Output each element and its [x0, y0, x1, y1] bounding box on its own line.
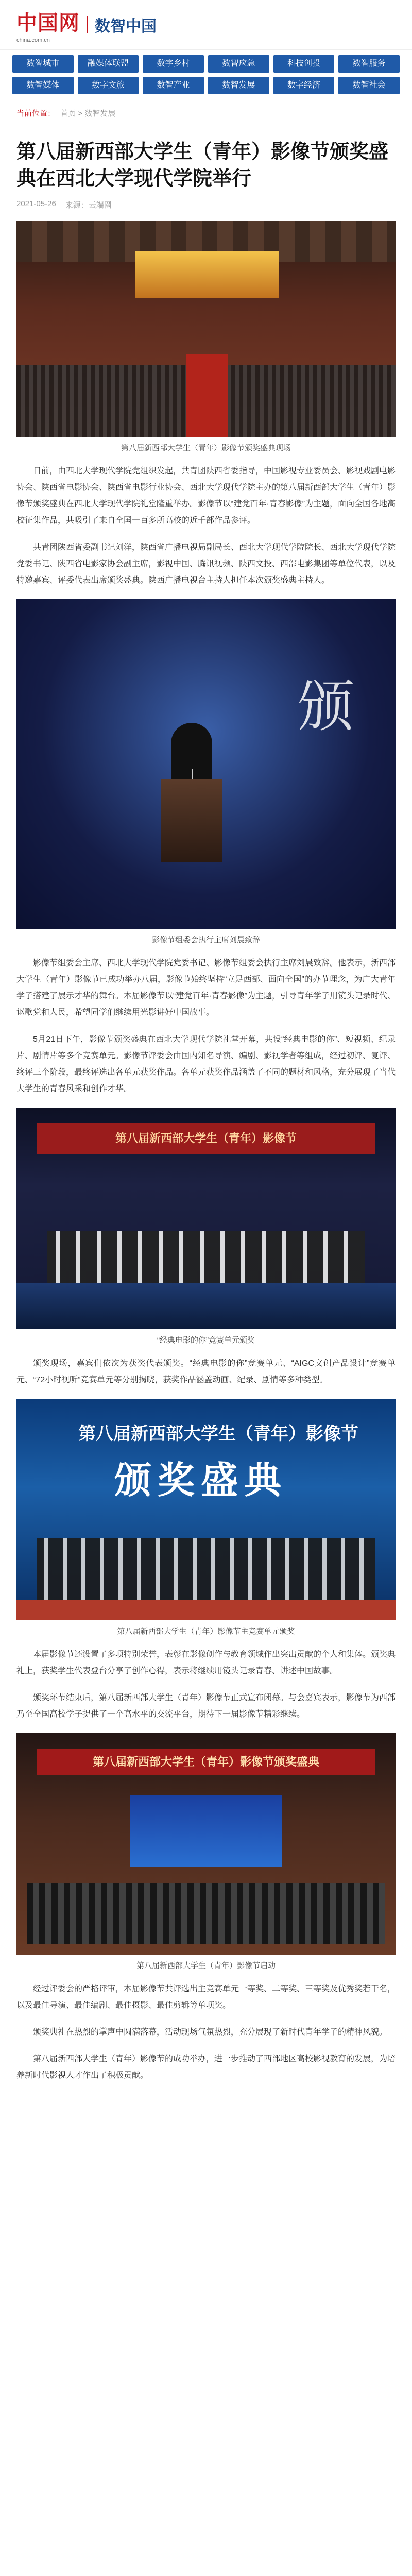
photo-podium [161, 779, 222, 862]
figure-1 [16, 221, 396, 453]
photo-stage-screen [130, 1795, 282, 1867]
breadcrumb-path[interactable]: 首页 > 数智发展 [60, 109, 116, 118]
paragraph: 第八届新西部大学生（青年）影像节的成功举办，进一步推动了西部地区高校影视教育的发展，为培养新时代影视人才作出了积极贡献。 [16, 2055, 396, 2080]
site-header [0, 0, 412, 50]
paragraph: 颁奖典礼在热烈的掌声中圆满落幕，活动现场气氛热烈，充分展现了新时代青年学子的精神风貌。 [33, 2028, 388, 2037]
photo-main-award [16, 1399, 396, 1620]
photo-red-aisle [186, 354, 228, 437]
caption: 影像节组委会执行主席刘晨致辞 [151, 936, 260, 944]
paragraph: 本届影像节还设置了多项特别荣誉，表彰在影像创作与教育领域作出突出贡献的个人和集体。颁奖典礼上，获奖学生代表登台分享了创作心得，表示将继续用镜头记录青春、讲述中国故事。 [16, 1650, 396, 1675]
logo-divider [87, 16, 88, 33]
photo-title-text: 第八届新西部大学生（青年）影像节 [78, 1423, 358, 1444]
article-meta [16, 199, 396, 210]
article-title: 第八届新西部大学生（青年）影像节颁奖盛典在西北大学现代学院举行 [16, 141, 389, 190]
main-nav [0, 50, 412, 98]
nav-item[interactable]: 数字文旅 [78, 77, 139, 94]
caption: 第八届新西部大学生（青年）影像节启动 [136, 1961, 276, 1970]
photo-screen-glyph: 颁 [298, 673, 354, 739]
breadcrumb [16, 108, 396, 125]
channel-name[interactable]: 数智中国 [95, 18, 157, 35]
paragraph: 共青团陕西省委副书记刘洋，陕西省广播电视局副局长、西北大学现代学院院长、西北大学现代学院党委书记、陕西省电影家协会副主席，影视中国、腾讯视频、陕西文投、西部电影集团等单位代表，以及特邀嘉宾、评委代表出席颁奖盛典。陕西广播电视台主持人担任本次颁奖盛典主持人。 [16, 543, 396, 585]
caption: “经典电影的你”竞赛单元颁奖 [157, 1336, 255, 1345]
nav-item[interactable]: 数智发展 [208, 77, 269, 94]
photo-awardees [37, 1538, 375, 1600]
nav-item[interactable]: 数智媒体 [12, 77, 74, 94]
photo-audience [27, 1883, 385, 1944]
article-source: 来源：云端网 [65, 201, 112, 210]
photo-hall [16, 221, 396, 437]
nav-item[interactable]: 数智应急 [208, 55, 269, 73]
nav-item[interactable]: 数智产业 [143, 77, 204, 94]
photo-launch [16, 1733, 396, 1955]
nav-item[interactable]: 数字乡村 [143, 55, 204, 73]
photo-stage-floor [16, 1283, 396, 1329]
figure-4 [16, 1399, 396, 1636]
paragraph: 颁奖现场，嘉宾们依次为获奖代表颁奖。“经典电影的你”竞赛单元、“AIGC文创产品设计”竞赛单元、“72小时视听”竞赛单元等分别揭晓，获奖作品涵盖动画、纪录、剧情等多种类型。 [16, 1359, 396, 1384]
nav-item[interactable]: 融媒体联盟 [78, 55, 139, 73]
photo-banner: 第八届新西部大学生（青年）影像节 [37, 1123, 375, 1154]
photo-red-floor [16, 1600, 396, 1620]
paragraph: 经过评委会的严格评审，本届影像节共评选出主竞赛单元一等奖、二等奖、三等奖及优秀奖若干名，以及最佳导演、最佳编剧、最佳摄影、最佳剪辑等单项奖。 [16, 1985, 396, 2010]
figure-3 [16, 1108, 396, 1345]
caption: 第八届新西部大学生（青年）影像节颁奖盛典现场 [121, 444, 291, 452]
paragraph: 颁奖环节结束后，第八届新西部大学生（青年）影像节正式宣布闭幕。与会嘉宾表示，影像节为西部乃至全国高校学子提供了一个高水平的交流平台，期待下一届影像节精彩继续。 [16, 1693, 396, 1719]
nav-item[interactable]: 数智服务 [338, 55, 400, 73]
paragraph: 日前，由西北大学现代学院党组织发起，共青团陕西省委指导，中国影视专业委员会、影视戏剧电影协会、陕西省电影协会、陕西省电影行业协会、西北大学现代学院主办的第八届新西部大学生（青年）影像节颁奖盛典在西北大学现代学院礼堂隆重举办。影像节以“建党百年·青春影像”为主题，面向全国各地高校征集作品，共吸引了来自全国一百多所高校的近千部作品参评。 [16, 467, 396, 525]
logo-domain: china.com.cn [16, 37, 50, 43]
photo-speech [16, 599, 396, 929]
photo-award-stage [16, 1108, 396, 1329]
figure-2 [16, 599, 396, 945]
nav-item[interactable]: 数字经济 [273, 77, 335, 94]
logo-wordmark: 中国网 [16, 10, 80, 35]
paragraph: 5月21日下午，影像节颁奖盛典在西北大学现代学院礼堂开幕，共设“经典电影的你”、短视频、纪录片、剧情片等多个竞赛单元。影像节评委会由国内知名导演、编剧、影视学者等组成，经过初评、复评、终评三个阶段，最终评选出各单元获奖作品。各单元获奖作品涵盖了不同的题材和风格，充分展现了当代大学生的青春风采和创作才华。 [16, 1035, 396, 1093]
nav-item[interactable]: 数智社会 [338, 77, 400, 94]
article-date: 2021-05-26 [16, 199, 56, 208]
breadcrumb-label: 当前位置： [16, 109, 56, 118]
photo-ceremony-text: 颁奖盛典 [114, 1458, 288, 1502]
caption: 第八届新西部大学生（青年）影像节主竞赛单元颁奖 [117, 1627, 295, 1636]
figure-5 [16, 1733, 396, 1971]
nav-item[interactable]: 科技创投 [273, 55, 335, 73]
photo-stage-screen [135, 251, 279, 298]
photo-banner: 第八届新西部大学生（青年）影像节颁奖盛典 [37, 1749, 375, 1775]
site-logo[interactable] [16, 7, 80, 43]
paragraph: 影像节组委会主席、西北大学现代学院党委书记、影像节组委会执行主席刘晨致辞。他表示，新西部大学生（青年）影像节已成功举办八届，影像节始终坚持“立足西部、面向全国”的办节理念，为广大青年学子搭建了展示才华的舞台。本届影像节以“建党百年·青春影像”为主题，引导青年学子用镜头记录时代、讴歌党和人民，希望同学们继续用光影讲好中国故事。 [16, 959, 396, 1017]
nav-item[interactable]: 数智城市 [12, 55, 74, 73]
